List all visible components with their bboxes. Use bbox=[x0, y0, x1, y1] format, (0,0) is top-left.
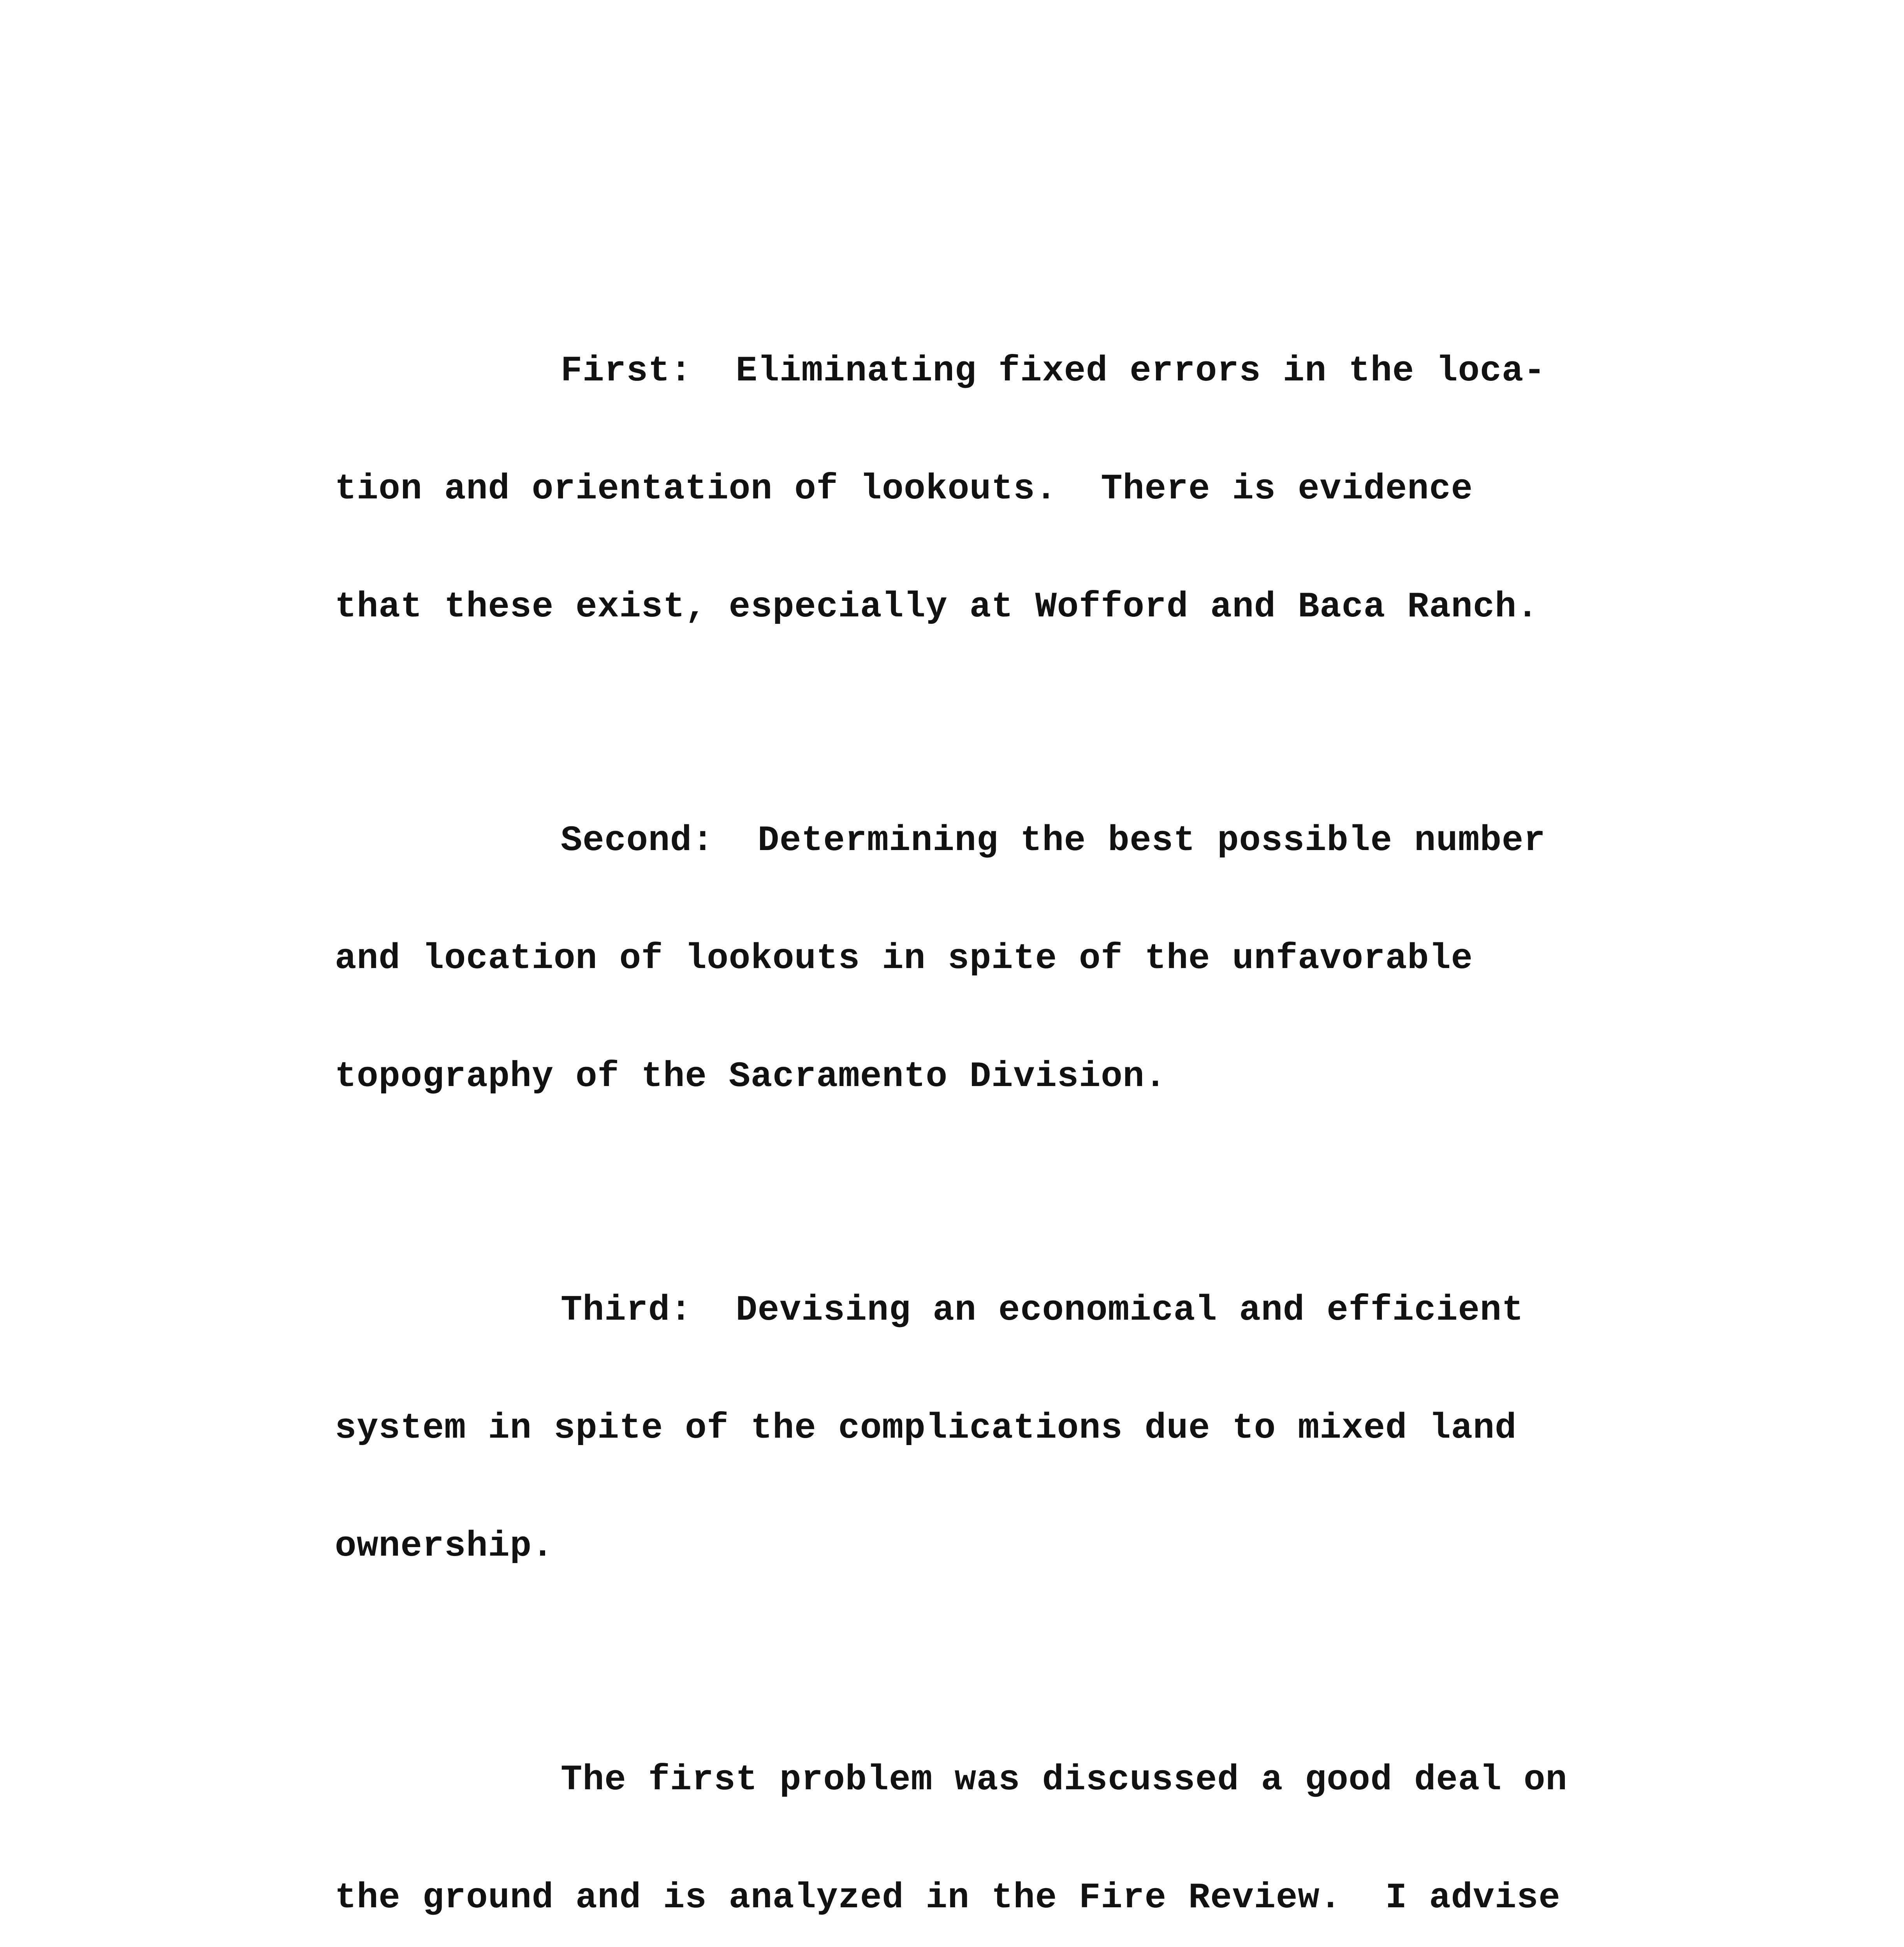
document-body bbox=[335, 273, 1717, 1947]
paragraph-second-problem bbox=[335, 742, 1717, 1175]
text-line: that these exist, especially at Wofford and Baca Ranch. bbox=[335, 586, 1539, 627]
text-line: and location of lookouts in spite of the unfavorable bbox=[335, 938, 1473, 979]
text-line: the ground and is analyzed in the Fire Review. I advise bbox=[335, 1877, 1561, 1918]
text-line: ownership. bbox=[335, 1526, 554, 1567]
text-line: topography of the Sacramento Division. bbox=[335, 1056, 1167, 1097]
text-line: tion and orientation of lookouts. There is evidence bbox=[335, 468, 1473, 509]
text-line: Third: Devising an economical and efficient bbox=[561, 1290, 1524, 1331]
text-line: The first problem was discussed a good deal on bbox=[561, 1759, 1568, 1800]
text-line: system in spite of the complications due to mixed land bbox=[335, 1408, 1517, 1449]
text-line: Second: Determining the best possible number bbox=[561, 820, 1546, 861]
paragraph-third-problem bbox=[335, 1212, 1717, 1644]
paragraph-first-problem-discussion bbox=[335, 1681, 1717, 1947]
paragraph-first-problem bbox=[335, 273, 1717, 705]
text-line: First: Eliminating fixed errors in the loca- bbox=[561, 350, 1546, 391]
